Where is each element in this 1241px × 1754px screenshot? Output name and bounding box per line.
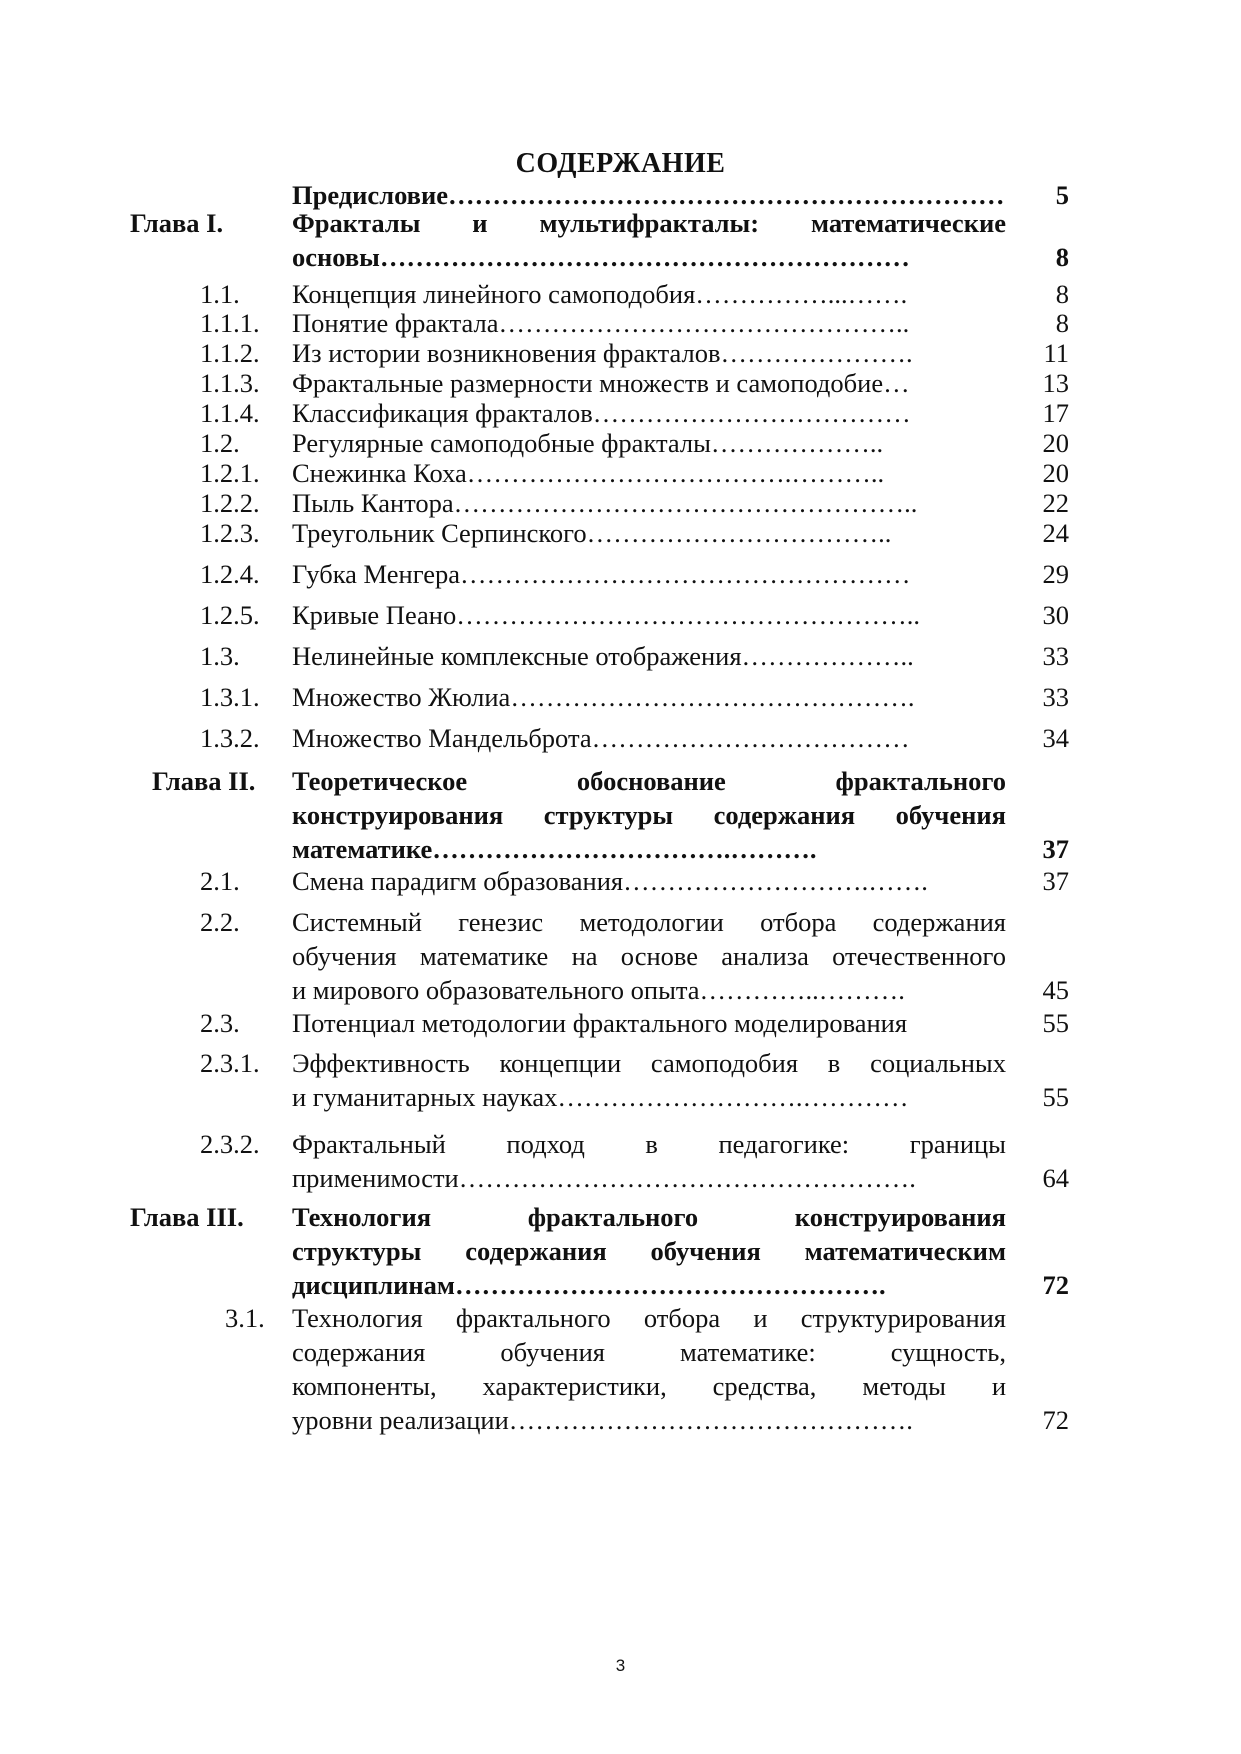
toc-entry-number: 1.1. bbox=[200, 279, 240, 309]
toc-entry-number: 1.3.1. bbox=[200, 682, 260, 712]
toc-entry-number: 1.3.2. bbox=[200, 723, 260, 753]
toc-entry-number: 1.2.4. bbox=[200, 559, 260, 589]
toc-entry-number: 2.1. bbox=[200, 866, 240, 896]
toc-entry-page: 8 bbox=[1055, 279, 1069, 309]
toc-entry-number: 3.1. bbox=[225, 1303, 265, 1333]
toc-entry-page: 8 bbox=[1055, 308, 1069, 338]
toc-entry-title: Множество Жюлиа………………………………………. bbox=[292, 682, 915, 712]
toc-entry-number: 1.1.1. bbox=[200, 308, 260, 338]
toc-entry-title: Губка Менгера…………………………………………… bbox=[292, 559, 911, 589]
toc-entry-title: Эффективность концепции самоподобия в социальных и гуманитарных науках……………………….………… bbox=[292, 1048, 1006, 1112]
toc-entry-page: 33 bbox=[1042, 682, 1069, 712]
toc-entry-number: 1.2.1. bbox=[200, 458, 260, 488]
toc-entry-number: Глава II. bbox=[152, 766, 256, 796]
toc-entry-title: Технология фрактального отбора и структурирования содержания обучения математике: сущность, компоненты, характеристики, средства, методы и уровни реализации………………………………………. bbox=[292, 1303, 1006, 1435]
toc-entry-number: 1.1.3. bbox=[200, 368, 260, 398]
toc-entry-title: Классификация фракталов……………………………… bbox=[292, 398, 911, 428]
toc-entry-page: 37 bbox=[1042, 834, 1069, 864]
toc-entry-title: Теоретическое обоснование фрактального конструирования структуры содержания обучения математике…………………………….………. bbox=[292, 766, 1006, 864]
toc-entry-page: 55 bbox=[1042, 1008, 1069, 1038]
toc-entry-title: Концепция линейного самоподобия……………...……. bbox=[292, 279, 908, 309]
toc-entry-page: 55 bbox=[1042, 1082, 1069, 1112]
toc-entry-title: Системный генезис методологии отбора содержания обучения математике на основе анализа отечественного и мирового образовательного опыта…………..………. bbox=[292, 907, 1006, 1005]
toc-entry-title: Из истории возникновения фракталов…………………. bbox=[292, 338, 913, 368]
toc-entry-number: 1.2.3. bbox=[200, 518, 260, 548]
toc-entry-title: Пыль Кантора…………………………………………….. bbox=[292, 488, 918, 518]
toc-entry-page: 24 bbox=[1042, 518, 1069, 548]
toc-entry-title: Понятие фрактала……………………………………….. bbox=[292, 308, 910, 338]
toc-entry-page: 29 bbox=[1042, 559, 1069, 589]
toc-entry-title: Кривые Пеано…………………………………………….. bbox=[292, 600, 920, 630]
toc-entry-page: 30 bbox=[1042, 600, 1069, 630]
toc-entry-title: Технология фрактального конструирования структуры содержания обучения математическим дисциплинам…………………………………………. bbox=[292, 1202, 1006, 1300]
toc-entry-title: Нелинейные комплексные отображения……………….. bbox=[292, 641, 914, 671]
page-title: СОДЕРЖАНИЕ bbox=[515, 148, 726, 179]
toc-entry-page: 13 bbox=[1042, 368, 1069, 398]
toc-entry-page: 45 bbox=[1042, 975, 1069, 1005]
toc-entry-title: Треугольник Серпинского…………………………….. bbox=[292, 518, 892, 548]
toc-entry-page: 17 bbox=[1042, 398, 1069, 428]
toc-entry-number: 1.2.5. bbox=[200, 600, 260, 630]
toc-entry-number: 2.2. bbox=[200, 907, 240, 937]
toc-entry-page: 8 bbox=[1055, 242, 1069, 272]
toc-entry-title: Регулярные самоподобные фракталы……………….. bbox=[292, 428, 884, 458]
toc-entry-page: 5 bbox=[1055, 180, 1069, 210]
page-number: 3 bbox=[615, 1656, 626, 1675]
toc-entry-number: Глава I. bbox=[130, 208, 224, 238]
toc-entry-page: 11 bbox=[1043, 338, 1069, 368]
toc-entry-page: 20 bbox=[1042, 458, 1069, 488]
toc-entry-number: 1.1.4. bbox=[200, 398, 260, 428]
toc-entry-page: 22 bbox=[1042, 488, 1069, 518]
toc-entry-title: Фрактальные размерности множеств и самоподобие… bbox=[292, 368, 910, 398]
toc-entry-title: Фракталы и мультифракталы: математические основы…………………………………………………… bbox=[292, 208, 1006, 272]
toc-entry-number: 2.3.1. bbox=[200, 1048, 260, 1078]
toc-entry-page: 64 bbox=[1042, 1163, 1069, 1193]
toc-entry-title: Множество Мандельброта……………………………… bbox=[292, 723, 910, 753]
toc-entry-title: Смена парадигм образования……………………….……. bbox=[292, 866, 928, 896]
toc-entry-number: 1.3. bbox=[200, 641, 240, 671]
toc-entry-number: 1.2. bbox=[200, 428, 240, 458]
toc-entry-page: 72 bbox=[1042, 1270, 1069, 1300]
toc-entry-number: 1.1.2. bbox=[200, 338, 260, 368]
toc-entry-title: Фрактальный подход в педагогике: границы применимости……………………………………………. bbox=[292, 1129, 1006, 1193]
toc-entry-number: Глава III. bbox=[130, 1202, 244, 1232]
toc-entry-number: 2.3. bbox=[200, 1008, 240, 1038]
toc-entry-page: 72 bbox=[1042, 1405, 1069, 1435]
toc-entry-page: 37 bbox=[1042, 866, 1069, 896]
toc-entry-title: Снежинка Коха……………………………….……….. bbox=[292, 458, 885, 488]
toc-entry-page: 34 bbox=[1042, 723, 1069, 753]
toc-entry-title: Предисловие……………………………………………………… bbox=[292, 180, 1005, 210]
toc-entry-page: 20 bbox=[1042, 428, 1069, 458]
toc-entry-page: 33 bbox=[1042, 641, 1069, 671]
toc-entry-number: 1.2.2. bbox=[200, 488, 260, 518]
toc-entry-number: 2.3.2. bbox=[200, 1129, 260, 1159]
toc-entry-title: Потенциал методологии фрактального моделирования bbox=[292, 1008, 908, 1038]
